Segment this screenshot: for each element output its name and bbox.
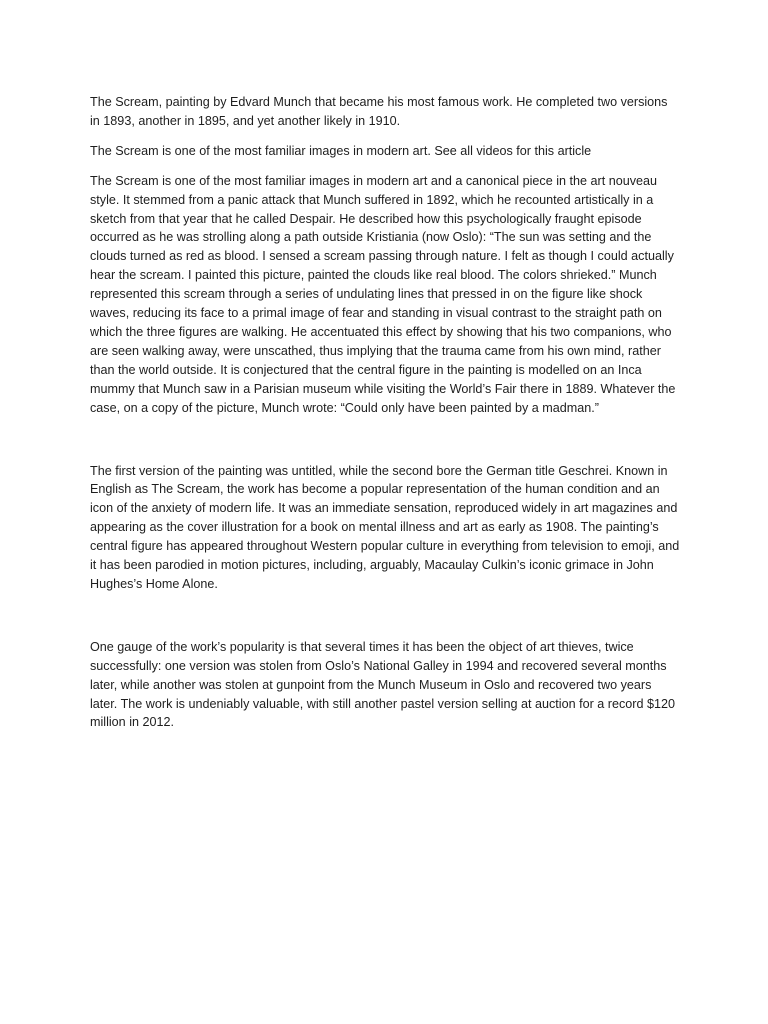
paragraph-versions: The first version of the painting was untitled, while the second bore the German title Geschrei. Known in English as The Scream, the work has become a popular representation of the human condition and an icon of the anxiety of modern life. It was an immediate sensation, reproduced widely in art magazines and appearing as the cover illustration for a book on mental illness and art as early as 1908. The painting’s central figure has appeared throughout Western popular culture in everything from television to emoji, and it has been parodied in motion pictures, including, arguably, Macaulay Culkin’s iconic grimace in John Hughes’s Home Alone.	[90, 463, 680, 591]
paragraph-origin: The Scream is one of the most familiar images in modern art and a canonical piece in the art nouveau style. It stemmed from a panic attack that Munch suffered in 1892, which he recounted artistically in a sketch from that year that he called Despair. He described how this psychologically fraught episode occurred as he was strolling along a path outside Kristiania (now Oslo): “The sun was setting and the clouds turned as red as blood. I sensed a scream passing through nature. I felt as though I could actually hear the scream. I painted this picture, painted the clouds like real blood. The colors shrieked.” Munch represented this scream through a series of undulating lines that pressed in on the figure like shock waves, reducing its face to a primal image of fear and standing in visual contrast to the straight path on which the three figures are walking. He accentuated this effect by showing that his two companions, who are seen walking away, were unscathed, thus implying that the trauma came from his own mind, rather than the world outside. It is conjectured that the central figure in the painting is modelled on an Inca mummy that Munch saw in a Parisian museum while visiting the World’s Fair there in 1889. Whatever the case, on a copy of the picture, Munch wrote: “Could only have been painted by a madman.”	[90, 173, 676, 415]
paragraph-thefts: One gauge of the work’s popularity is that several times it has been the object of art thieves, twice successfully: one version was stolen from Oslo’s National Galley in 1994 and recovered several months later, while another was stolen at gunpoint from the Munch Museum in Oslo and recovered two years later. The work is undeniably valuable, with still another pastel version selling at auction for a record $120 million in 2012.	[90, 639, 676, 730]
paragraph-intro: The Scream, painting by Edvard Munch that became his most famous work. He completed two versions in 1893, another in 1895, and yet another likely in 1910.	[90, 95, 668, 128]
paragraph-familiar-images: The Scream is one of the most familiar images in modern art. See all videos for this article	[90, 143, 592, 158]
document-page	[90, 93, 680, 732]
